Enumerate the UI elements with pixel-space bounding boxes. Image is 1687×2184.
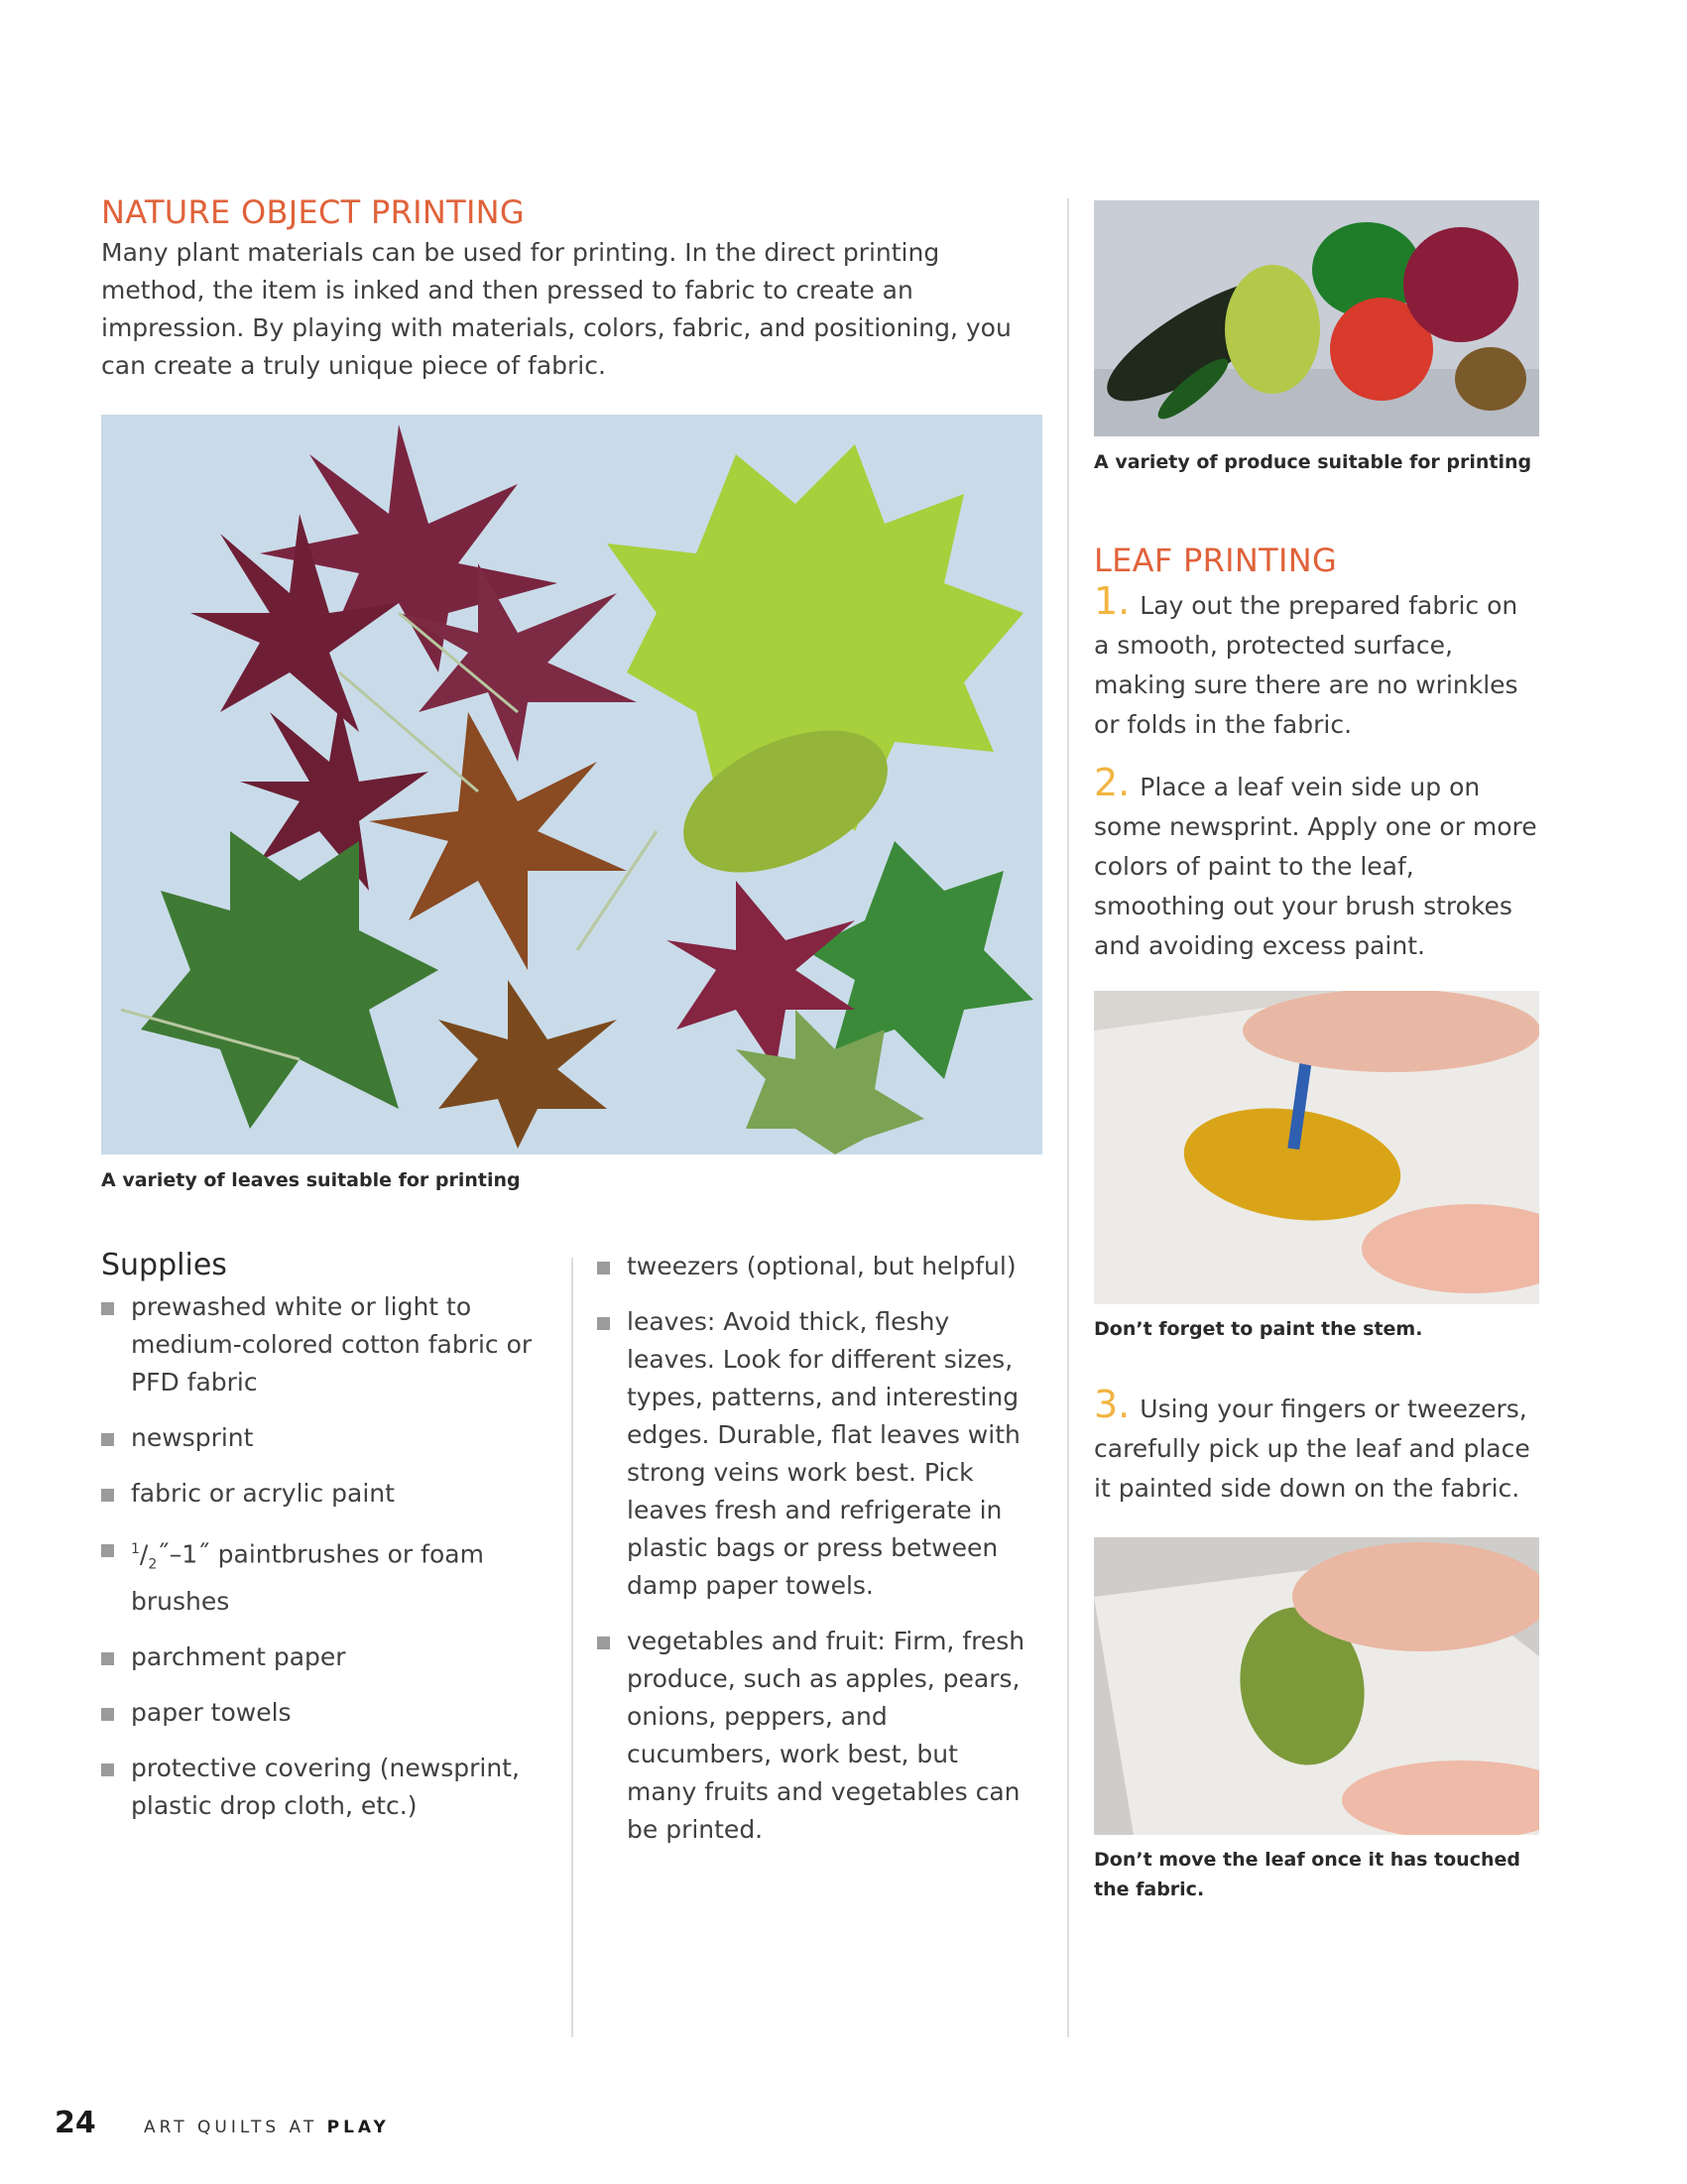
list-item — [101, 1419, 538, 1457]
list-item-text: leaves: Avoid thick, fleshy leaves. Look for different sizes, types, patterns, and interesting edges. Durable, flat leaves with strong veins work best. Pick leaves fresh and refrigerate in plastic bags or press between damp paper towels. — [627, 1307, 1021, 1600]
book-title: ART QUILTS AT — [144, 2118, 318, 2137]
step-text: Place a leaf vein side up on some newsprint. Apply one or more colors of paint to the leaf, smoothing out your brush strokes and avoiding excess paint. — [1094, 773, 1537, 960]
list-item — [101, 1475, 538, 1513]
column-divider-1 — [571, 1258, 573, 2037]
leaf-steps-1-2 — [1094, 581, 1539, 984]
column-divider-2 — [1067, 198, 1069, 2037]
bullet-icon — [101, 1302, 114, 1315]
leaf-step-3 — [1094, 1385, 1539, 1526]
list-item-text: ˝–1˝ paintbrushes or foam brushes — [131, 1539, 484, 1617]
list-item-brushes: $^1/_2˝-1˝$ paintbrushes or foam brushes — [101, 1530, 538, 1621]
supplies-list-2 — [597, 1248, 1033, 1849]
list-item-text: fabric or acrylic paint — [131, 1479, 395, 1508]
step-number: 2. — [1094, 761, 1131, 804]
list-item — [597, 1248, 1033, 1285]
produce-caption: A variety of produce suitable for printing — [1094, 451, 1532, 473]
leaves-caption: A variety of leaves suitable for printing — [101, 1169, 521, 1191]
fraction-denominator: 2 — [148, 1556, 158, 1573]
page-number: 24 — [55, 2106, 96, 2140]
supplies-title: Supplies — [101, 1248, 227, 1282]
list-item-text: paper towels — [131, 1698, 292, 1728]
pear — [1225, 265, 1320, 394]
press-caption: Don’t move the leaf once it has touched the fabric. — [1094, 1849, 1520, 1900]
step-text: Lay out the prepared fabric on a smooth, protected surface, making sure there are no wrinkles or folds in the fabric. — [1094, 591, 1518, 739]
supplies-column-1 — [101, 1248, 538, 1843]
list-item-text: newsprint — [131, 1423, 254, 1452]
supplies-list-1 — [101, 1288, 538, 1825]
bullet-icon — [101, 1489, 114, 1502]
list-item-text: vegetables and fruit: Firm, fresh produce, such as apples, pears, onions, peppers, and cucumbers, work best, but many fruits and vegetables can be printed. — [627, 1627, 1025, 1844]
hand-top — [1292, 1542, 1539, 1651]
list-item — [101, 1694, 538, 1732]
press-photo — [1094, 1537, 1539, 1835]
list-item — [101, 1638, 538, 1676]
list-item-text: parchment paper — [131, 1642, 346, 1672]
hand-top — [1243, 991, 1539, 1072]
step-number: 3. — [1094, 1383, 1131, 1426]
kiwi — [1455, 347, 1526, 411]
fraction-numerator: 1 — [131, 1541, 140, 1557]
step-3 — [1094, 1385, 1539, 1509]
list-item — [101, 1288, 538, 1401]
book-title-accent: PLAY — [326, 2118, 390, 2137]
running-footer — [144, 2118, 390, 2137]
step-number: 1. — [1094, 579, 1131, 623]
bullet-icon — [101, 1708, 114, 1721]
list-item-text: tweezers (optional, but helpful) — [627, 1252, 1017, 1280]
leaves-photo — [101, 415, 1042, 1154]
bullet-icon — [597, 1637, 610, 1649]
bullet-icon — [101, 1652, 114, 1665]
section-title-nature: NATURE OBJECT PRINTING — [101, 193, 526, 231]
step-1 — [1094, 581, 1539, 745]
step-2 — [1094, 763, 1539, 966]
bullet-icon — [101, 1433, 114, 1446]
paint-caption: Don’t forget to paint the stem. — [1094, 1318, 1423, 1340]
bullet-icon — [101, 1544, 114, 1557]
intro-paragraph: Many plant materials can be used for printing. In the direct printing method, the item is inked and then pressed to fabric to create an impression. By playing with materials, colors, fabric, and positioning, you can create a truly unique piece of fabric. — [101, 238, 1012, 380]
bullet-icon — [597, 1317, 610, 1330]
list-item — [597, 1623, 1033, 1849]
red-onion — [1403, 227, 1518, 342]
list-item-text: protective covering (newsprint, plastic drop cloth, etc.) — [131, 1754, 520, 1821]
supplies-column-2 — [597, 1248, 1033, 1867]
paint-photo — [1094, 991, 1539, 1304]
list-item — [597, 1303, 1033, 1605]
section-title-leaf-printing: LEAF PRINTING — [1094, 542, 1338, 579]
list-item — [101, 1750, 538, 1825]
produce-photo — [1094, 200, 1539, 436]
step-text: Using your fingers or tweezers, carefully pick up the leaf and place it painted side down on the fabric. — [1094, 1395, 1530, 1503]
list-item-text: prewashed white or light to medium-colored cotton fabric or PFD fabric — [131, 1292, 533, 1396]
bullet-icon — [597, 1262, 610, 1274]
bullet-icon — [101, 1763, 114, 1776]
